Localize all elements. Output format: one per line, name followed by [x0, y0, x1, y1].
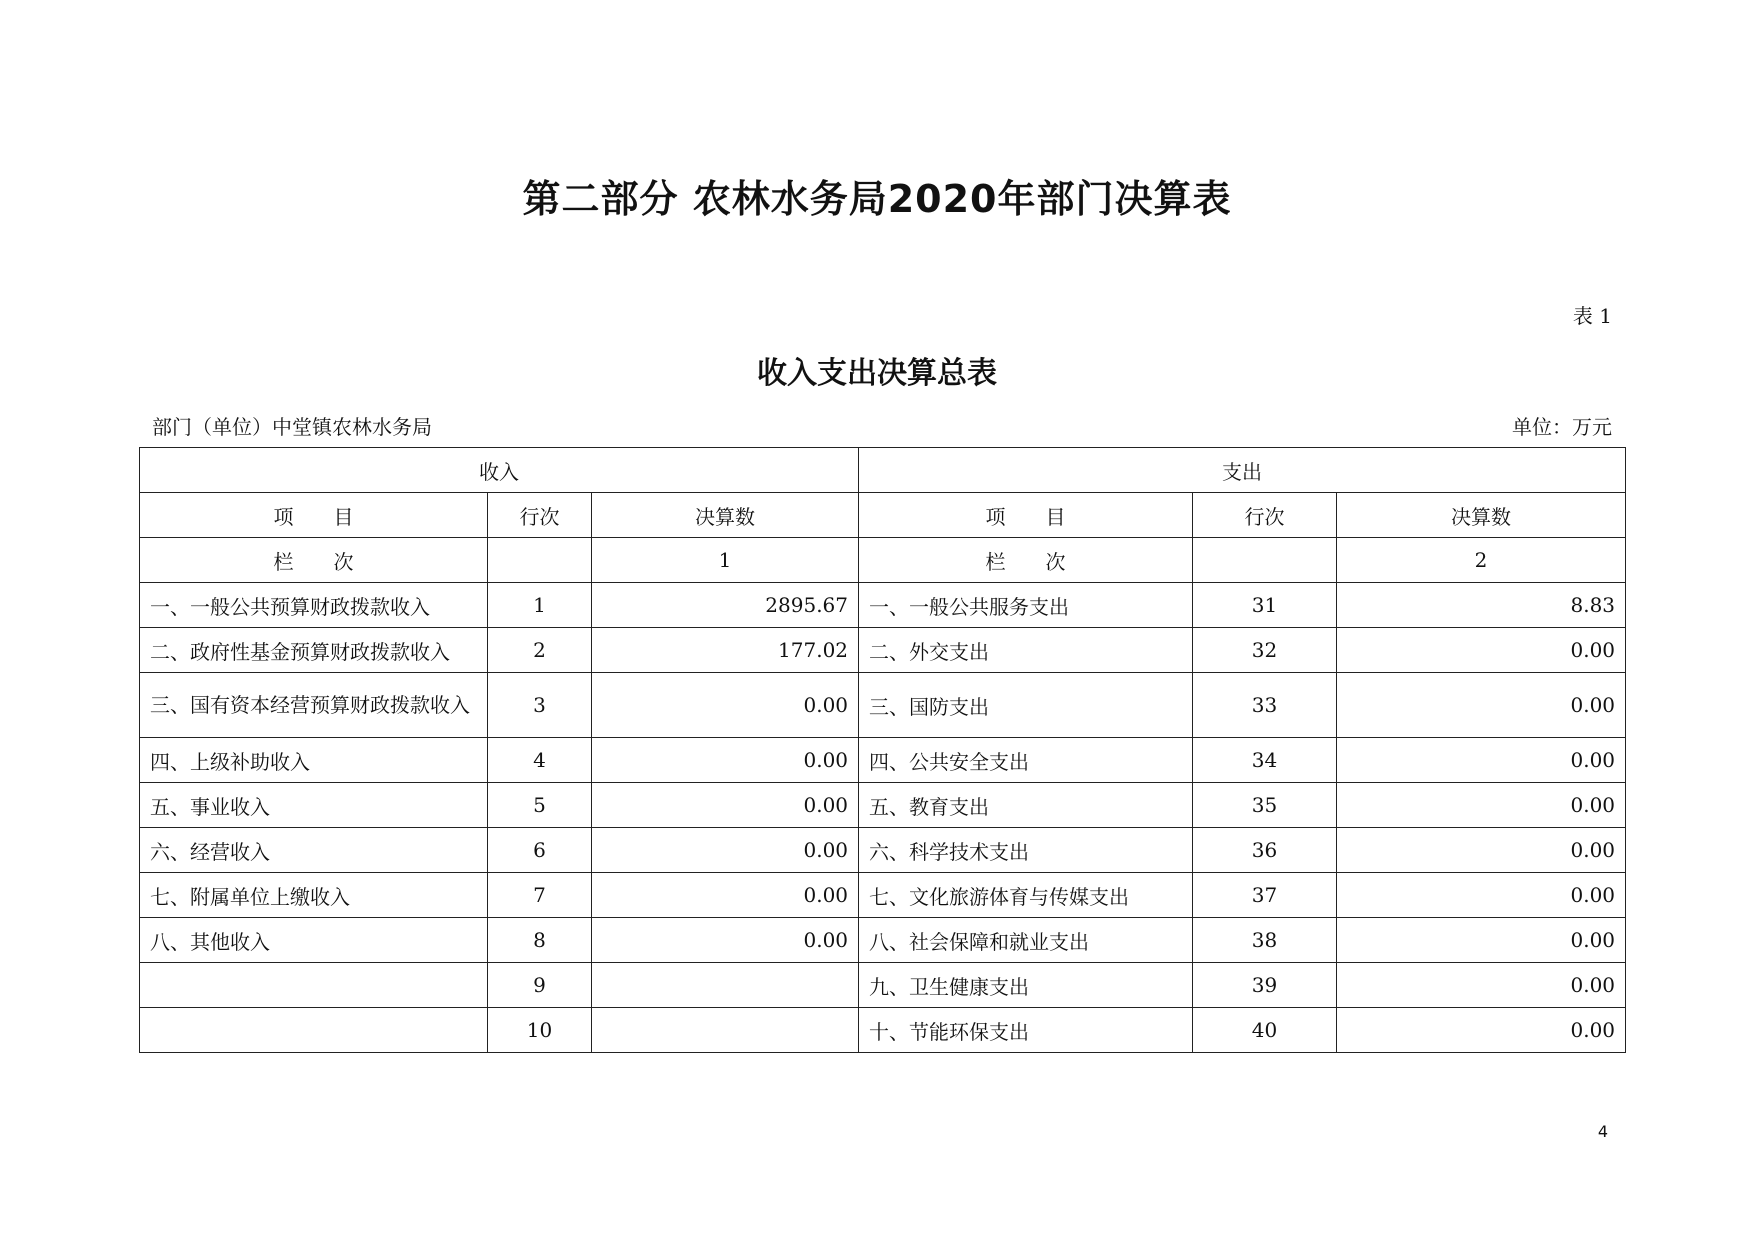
income-row-no-cell: 1 [488, 583, 592, 628]
section-header-row [140, 448, 1626, 493]
table-row [140, 963, 1626, 1008]
table-row [140, 918, 1626, 963]
expense-item-cell: 四、公共安全支出 [859, 738, 1193, 783]
income-expense-summary-table [139, 447, 1626, 1053]
expense-amount-cell: 0.00 [1337, 963, 1626, 1008]
expense-row-no-cell: 37 [1193, 873, 1337, 918]
expense-amount-cell: 0.00 [1337, 873, 1626, 918]
income-item-cell: 六、经营收入 [140, 828, 488, 873]
expense-item-cell: 五、教育支出 [859, 783, 1193, 828]
column-header-row [140, 493, 1626, 538]
expense-column-empty [1193, 538, 1337, 583]
income-amount-cell: 2895.67 [592, 583, 859, 628]
expense-row-no-cell: 32 [1193, 628, 1337, 673]
income-item-cell: 一、一般公共预算财政拨款收入 [140, 583, 488, 628]
income-item-cell [140, 1008, 488, 1053]
income-row-no-cell: 6 [488, 828, 592, 873]
income-item-cell: 二、政府性基金预算财政拨款收入 [140, 628, 488, 673]
income-item-cell: 七、附属单位上缴收入 [140, 873, 488, 918]
table-row [140, 873, 1626, 918]
income-row-no-cell: 10 [488, 1008, 592, 1053]
income-amount-cell: 0.00 [592, 783, 859, 828]
expense-amount-cell: 0.00 [1337, 783, 1626, 828]
expense-amount-cell: 8.83 [1337, 583, 1626, 628]
expense-amount-cell: 0.00 [1337, 673, 1626, 738]
income-row-no-header: 行次 [488, 493, 592, 538]
income-amount-cell: 0.00 [592, 918, 859, 963]
table-subtitle: 收入支出决算总表 [757, 356, 997, 391]
expense-item-cell: 六、科学技术支出 [859, 828, 1193, 873]
income-column-empty [488, 538, 592, 583]
income-amount-cell: 177.02 [592, 628, 859, 673]
income-item-header: 项 目 [140, 493, 488, 538]
expense-amount-cell: 0.00 [1337, 828, 1626, 873]
income-amount-cell: 0.00 [592, 738, 859, 783]
expense-item-cell: 一、一般公共服务支出 [859, 583, 1193, 628]
expense-item-header: 项 目 [859, 493, 1193, 538]
income-item-cell: 三、国有资本经营预算财政拨款收入 [140, 673, 488, 738]
income-item-cell [140, 963, 488, 1008]
expense-row-no-cell: 33 [1193, 673, 1337, 738]
table-row [140, 738, 1626, 783]
expense-row-no-cell: 31 [1193, 583, 1337, 628]
expense-row-no-cell: 34 [1193, 738, 1337, 783]
department-label: 部门（单位）中堂镇农林水务局 [152, 415, 432, 439]
expense-item-cell: 九、卫生健康支出 [859, 963, 1193, 1008]
expense-row-no-header: 行次 [1193, 493, 1337, 538]
income-amount-header: 决算数 [592, 493, 859, 538]
table-row [140, 1008, 1626, 1053]
income-row-no-cell: 2 [488, 628, 592, 673]
income-row-no-cell: 3 [488, 673, 592, 738]
income-item-cell: 四、上级补助收入 [140, 738, 488, 783]
income-row-no-cell: 9 [488, 963, 592, 1008]
expense-amount-cell: 0.00 [1337, 738, 1626, 783]
income-row-no-cell: 7 [488, 873, 592, 918]
table-label: 表 1 [1572, 304, 1612, 328]
expense-item-cell: 七、文化旅游体育与传媒支出 [859, 873, 1193, 918]
income-amount-cell: 0.00 [592, 873, 859, 918]
column-number-row [140, 538, 1626, 583]
income-column-number: 1 [592, 538, 859, 583]
page-title: 第二部分 农林水务局2020年部门决算表 [522, 177, 1232, 221]
table-row [140, 628, 1626, 673]
unit-label: 单位：万元 [1512, 415, 1612, 439]
income-row-no-cell: 8 [488, 918, 592, 963]
expense-amount-cell: 0.00 [1337, 918, 1626, 963]
income-item-cell: 五、事业收入 [140, 783, 488, 828]
expense-item-cell: 三、国防支出 [859, 673, 1193, 738]
expense-column-label: 栏 次 [859, 538, 1193, 583]
table-row [140, 583, 1626, 628]
expense-row-no-cell: 39 [1193, 963, 1337, 1008]
expense-item-cell: 十、节能环保支出 [859, 1008, 1193, 1053]
expense-row-no-cell: 38 [1193, 918, 1337, 963]
income-section-header: 收入 [140, 448, 859, 493]
expense-amount-cell: 0.00 [1337, 1008, 1626, 1053]
expense-amount-header: 决算数 [1337, 493, 1626, 538]
income-column-label: 栏 次 [140, 538, 488, 583]
income-item-cell: 八、其他收入 [140, 918, 488, 963]
income-amount-cell [592, 1008, 859, 1053]
table-row [140, 673, 1626, 738]
expense-item-cell: 八、社会保障和就业支出 [859, 918, 1193, 963]
income-row-no-cell: 4 [488, 738, 592, 783]
expense-column-number: 2 [1337, 538, 1626, 583]
expense-row-no-cell: 36 [1193, 828, 1337, 873]
expense-row-no-cell: 35 [1193, 783, 1337, 828]
income-amount-cell: 0.00 [592, 673, 859, 738]
table-row [140, 783, 1626, 828]
expense-row-no-cell: 40 [1193, 1008, 1337, 1053]
expense-section-header: 支出 [859, 448, 1626, 493]
page-number: 4 [1597, 1122, 1608, 1141]
income-amount-cell [592, 963, 859, 1008]
income-row-no-cell: 5 [488, 783, 592, 828]
income-amount-cell: 0.00 [592, 828, 859, 873]
expense-amount-cell: 0.00 [1337, 628, 1626, 673]
table-row [140, 828, 1626, 873]
expense-item-cell: 二、外交支出 [859, 628, 1193, 673]
